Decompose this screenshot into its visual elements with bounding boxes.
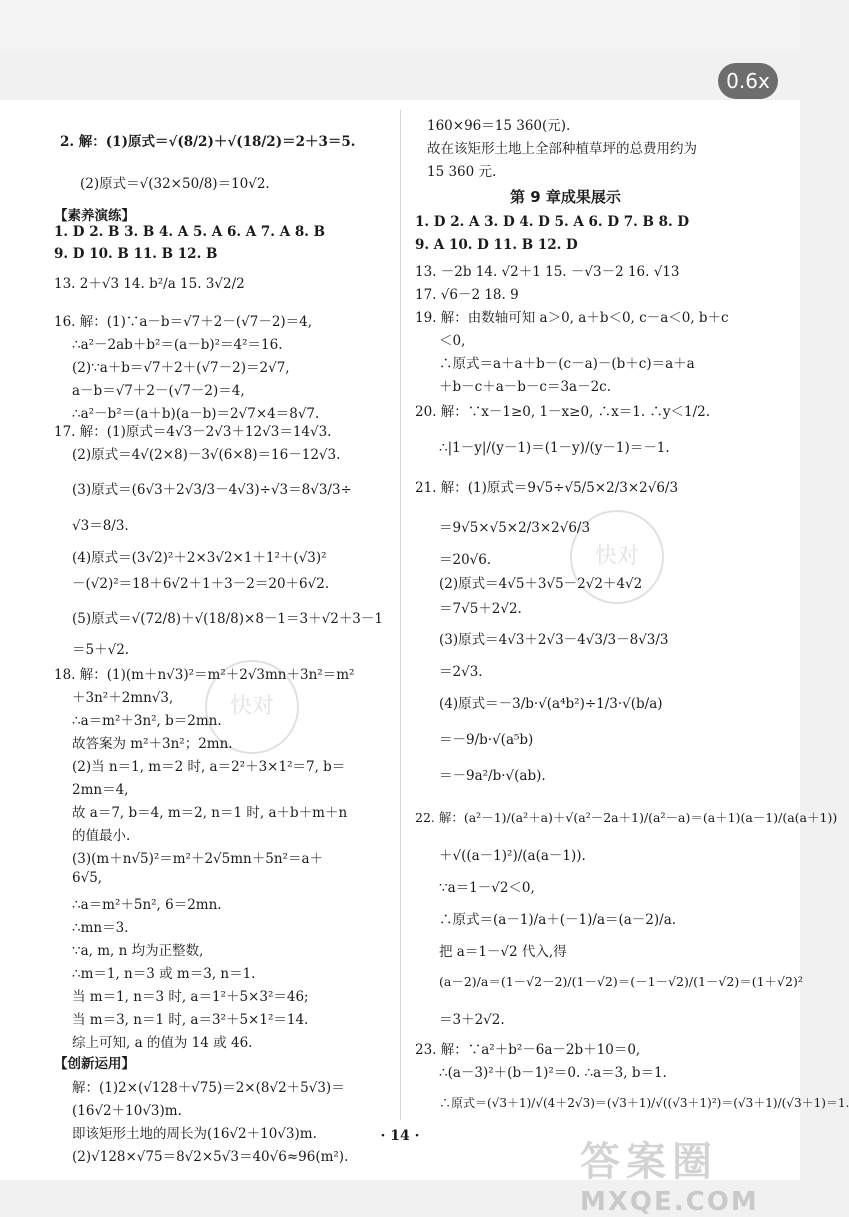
answer-page: [0, 100, 849, 1180]
text-line: ＝5＋√2.: [72, 642, 130, 658]
text-line: 1. D 2. A 3. D 4. D 5. A 6. D 7. B 8. D: [415, 214, 690, 230]
text-line: 22. 解：(a²－1)/(a²＋a)＋√(a²－2a＋1)/(a²－a)＝(a＋1)(a－1)/(a(a＋1)): [415, 810, 838, 825]
text-line: ＝－9a²/b·√(ab).: [439, 768, 546, 784]
playback-speed-button[interactable]: 0.6x: [718, 63, 778, 99]
text-line: ＋√((a－1)²)/(a(a－1)).: [439, 848, 586, 864]
text-line: ＝3＋2√2.: [439, 1012, 505, 1028]
text-line: (3)原式＝4√3＋2√3－4√3/3－8√3/3: [439, 632, 669, 648]
text-line: (2)原式＝4√5＋3√5－2√2＋4√2: [439, 576, 643, 592]
text-line: 23. 解：∵a²＋b²－6a－2b＋10＝0,: [415, 1042, 641, 1058]
text-line: √3＝8/3.: [72, 518, 129, 534]
text-line: 1. D 2. B 3. B 4. A 5. A 6. A 7. A 8. B: [54, 224, 326, 240]
text-line: (a－2)/a＝(1－√2－2)/(1－√2)＝(－1－√2)/(1－√2)＝(1＋√2)²: [439, 974, 803, 989]
text-line: 的值最小.: [72, 828, 131, 844]
text-line: ＝20√6.: [439, 552, 492, 568]
text-line: 17. 解：(1)原式＝4√3－2√3＋12√3＝14√3.: [54, 424, 332, 440]
text-line: ∵a＝1－√2＜0,: [439, 880, 535, 896]
text-line: (5)原式＝√(72/8)＋√(18/8)×8－1＝3＋√2＋3－1: [72, 611, 383, 627]
text-line: (2)∵a＋b＝√7＋2＋(√7－2)＝2√7,: [72, 360, 290, 376]
page-number: · 14 ·: [380, 1128, 420, 1144]
text-line: 6√5,: [72, 870, 103, 886]
text-line: ∵a, m, n 均为正整数,: [72, 943, 204, 959]
text-line: 当 m＝3, n＝1 时, a＝3²＋5×1²＝14.: [72, 1012, 309, 1028]
text-line: 21. 解：(1)原式＝9√5÷√5/5×2/3×2√6/3: [415, 480, 679, 496]
text-line: 19. 解：由数轴可知 a＞0, a＋b＜0, c－a＜0, b＋c: [415, 310, 729, 326]
text-line: ∴m＝1, n＝3 或 m＝3, n＝1.: [72, 966, 256, 982]
text-line: 故 a＝7, b＝4, m＝2, n＝1 时, a＋b＋m＋n: [72, 805, 348, 821]
text-line: (16√2＋10√3)m.: [72, 1103, 182, 1119]
text-line: ＋3n²＋2mn√3,: [72, 690, 174, 706]
text-line: 18. 解：(1)(m＋n√3)²＝m²＋2√3mn＋3n²＝m²: [54, 667, 355, 683]
text-line: 15 360 元.: [427, 164, 497, 180]
text-line: －(√2)²＝18＋6√2＋1＋3－2＝20＋6√2.: [72, 576, 330, 592]
text-line: 13. 2＋√3 14. b²/a 15. 3√2/2: [54, 276, 245, 292]
text-line: 即该矩形土地的周长为(16√2＋10√3)m.: [72, 1126, 317, 1142]
text-line: a－b＝√7＋2－(√7－2)＝4,: [72, 383, 245, 399]
text-line: 解：(1)2×(√128＋√75)＝2×(8√2＋5√3)＝: [72, 1080, 345, 1096]
watermark-url: MXQE.COM: [580, 1187, 759, 1217]
text-line: ＋b－c＋a－b－c＝3a－2c.: [439, 379, 612, 395]
section-heading: 【创新运用】: [54, 1056, 135, 1072]
text-line: 2. 解：(1)原式＝√(8/2)＋√(18/2)＝2＋3＝5.: [60, 134, 356, 150]
text-line: 160×96＝15 360(元).: [427, 118, 571, 134]
text-line: 13. －2b 14. √2＋1 15. －√3－2 16. √13: [415, 264, 680, 280]
text-line: 2mn＝4,: [72, 782, 129, 798]
text-line: 17. √6－2 18. 9: [415, 287, 519, 303]
site-watermark: [580, 1130, 790, 1217]
text-line: 综上可知, a 的值为 14 或 46.: [72, 1035, 253, 1051]
section-heading: 【素养演练】: [54, 208, 135, 224]
text-line: ∴a＝m²＋5n², 6＝2mn.: [72, 897, 222, 913]
kuaidui-stamp: 快对: [570, 510, 664, 604]
text-line: ＝7√5＋2√2.: [439, 601, 522, 617]
text-line: (3)(m＋n√5)²＝m²＋2√5mn＋5n²＝a＋: [72, 851, 323, 867]
text-line: 9. A 10. D 11. B 12. D: [415, 237, 578, 253]
text-line: ∴原式＝a＋a＋b－(c－a)－(b＋c)＝a＋a: [439, 356, 695, 372]
text-line: 当 m＝1, n＝3 时, a＝1²＋5×3²＝46;: [72, 989, 309, 1005]
text-line: ＜0,: [439, 333, 466, 349]
text-line: ∴a²－2ab＋b²＝(a－b)²＝4²＝16.: [72, 337, 283, 353]
text-line: (2)当 n＝1, m＝2 时, a＝2²＋3×1²＝7, b＝: [72, 759, 346, 775]
text-line: (2)√128×√75＝8√2×5√3＝40√6≈96(m²).: [72, 1149, 349, 1165]
text-line: 故在该矩形土地上全部种植草坪的总费用约为: [427, 141, 697, 157]
watermark-title: 答案圈: [580, 1139, 718, 1185]
text-line: ∴(a－3)²＋(b－1)²＝0. ∴a＝3, b＝1.: [439, 1065, 667, 1081]
text-line: (4)原式＝(3√2)²＋2×3√2×1＋1²＋(√3)²: [72, 550, 327, 566]
text-line: 故答案为 m²＋3n²；2mn.: [72, 736, 233, 752]
text-line: ＝9√5×√5×2/3×2√6/3: [439, 520, 591, 536]
text-line: (2)原式＝√(32×50/8)＝10√2.: [80, 176, 270, 192]
text-line: ∴原式＝(√3＋1)/√(4＋2√3)＝(√3＋1)/√((√3＋1)²)＝(√3＋1)/(√3＋1)＝1.: [439, 1096, 849, 1110]
text-line: 20. 解：∵x－1≥0, 1－x≥0, ∴x＝1. ∴y＜1/2.: [415, 404, 711, 420]
viewer-top-bar: [0, 0, 800, 52]
text-line: 把 a＝1－√2 代入,得: [439, 944, 567, 960]
text-line: ∴a²－b²＝(a＋b)(a－b)＝2√7×4＝8√7.: [72, 406, 320, 422]
column-divider: [400, 110, 401, 1120]
text-line: ∴a＝m²＋3n², b＝2mn.: [72, 713, 222, 729]
text-line: 9. D 10. B 11. B 12. B: [54, 246, 218, 262]
text-line: (3)原式＝(6√3＋2√3/3－4√3)÷√3＝8√3/3÷: [72, 482, 352, 498]
chapter-heading: 第 9 章成果展示: [510, 188, 621, 206]
kuaidui-stamp: 快对: [205, 660, 299, 754]
text-line: ＝2√3.: [439, 664, 483, 680]
text-line: 16. 解：(1)∵a－b＝√7＋2－(√7－2)＝4,: [54, 314, 313, 330]
text-line: ＝－9/b·√(a⁵b): [439, 732, 534, 748]
text-line: (4)原式＝－3/b·√(a⁴b²)÷1/3·√(b/a): [439, 696, 663, 712]
text-line: ∴|1－y|/(y－1)＝(1－y)/(y－1)＝－1.: [439, 440, 670, 456]
text-line: (2)原式＝4√(2×8)－3√(6×8)＝16－12√3.: [72, 447, 341, 463]
text-line: ∴原式＝(a－1)/a＋(－1)/a＝(a－2)/a.: [439, 912, 677, 928]
text-line: ∴mn＝3.: [72, 920, 129, 936]
